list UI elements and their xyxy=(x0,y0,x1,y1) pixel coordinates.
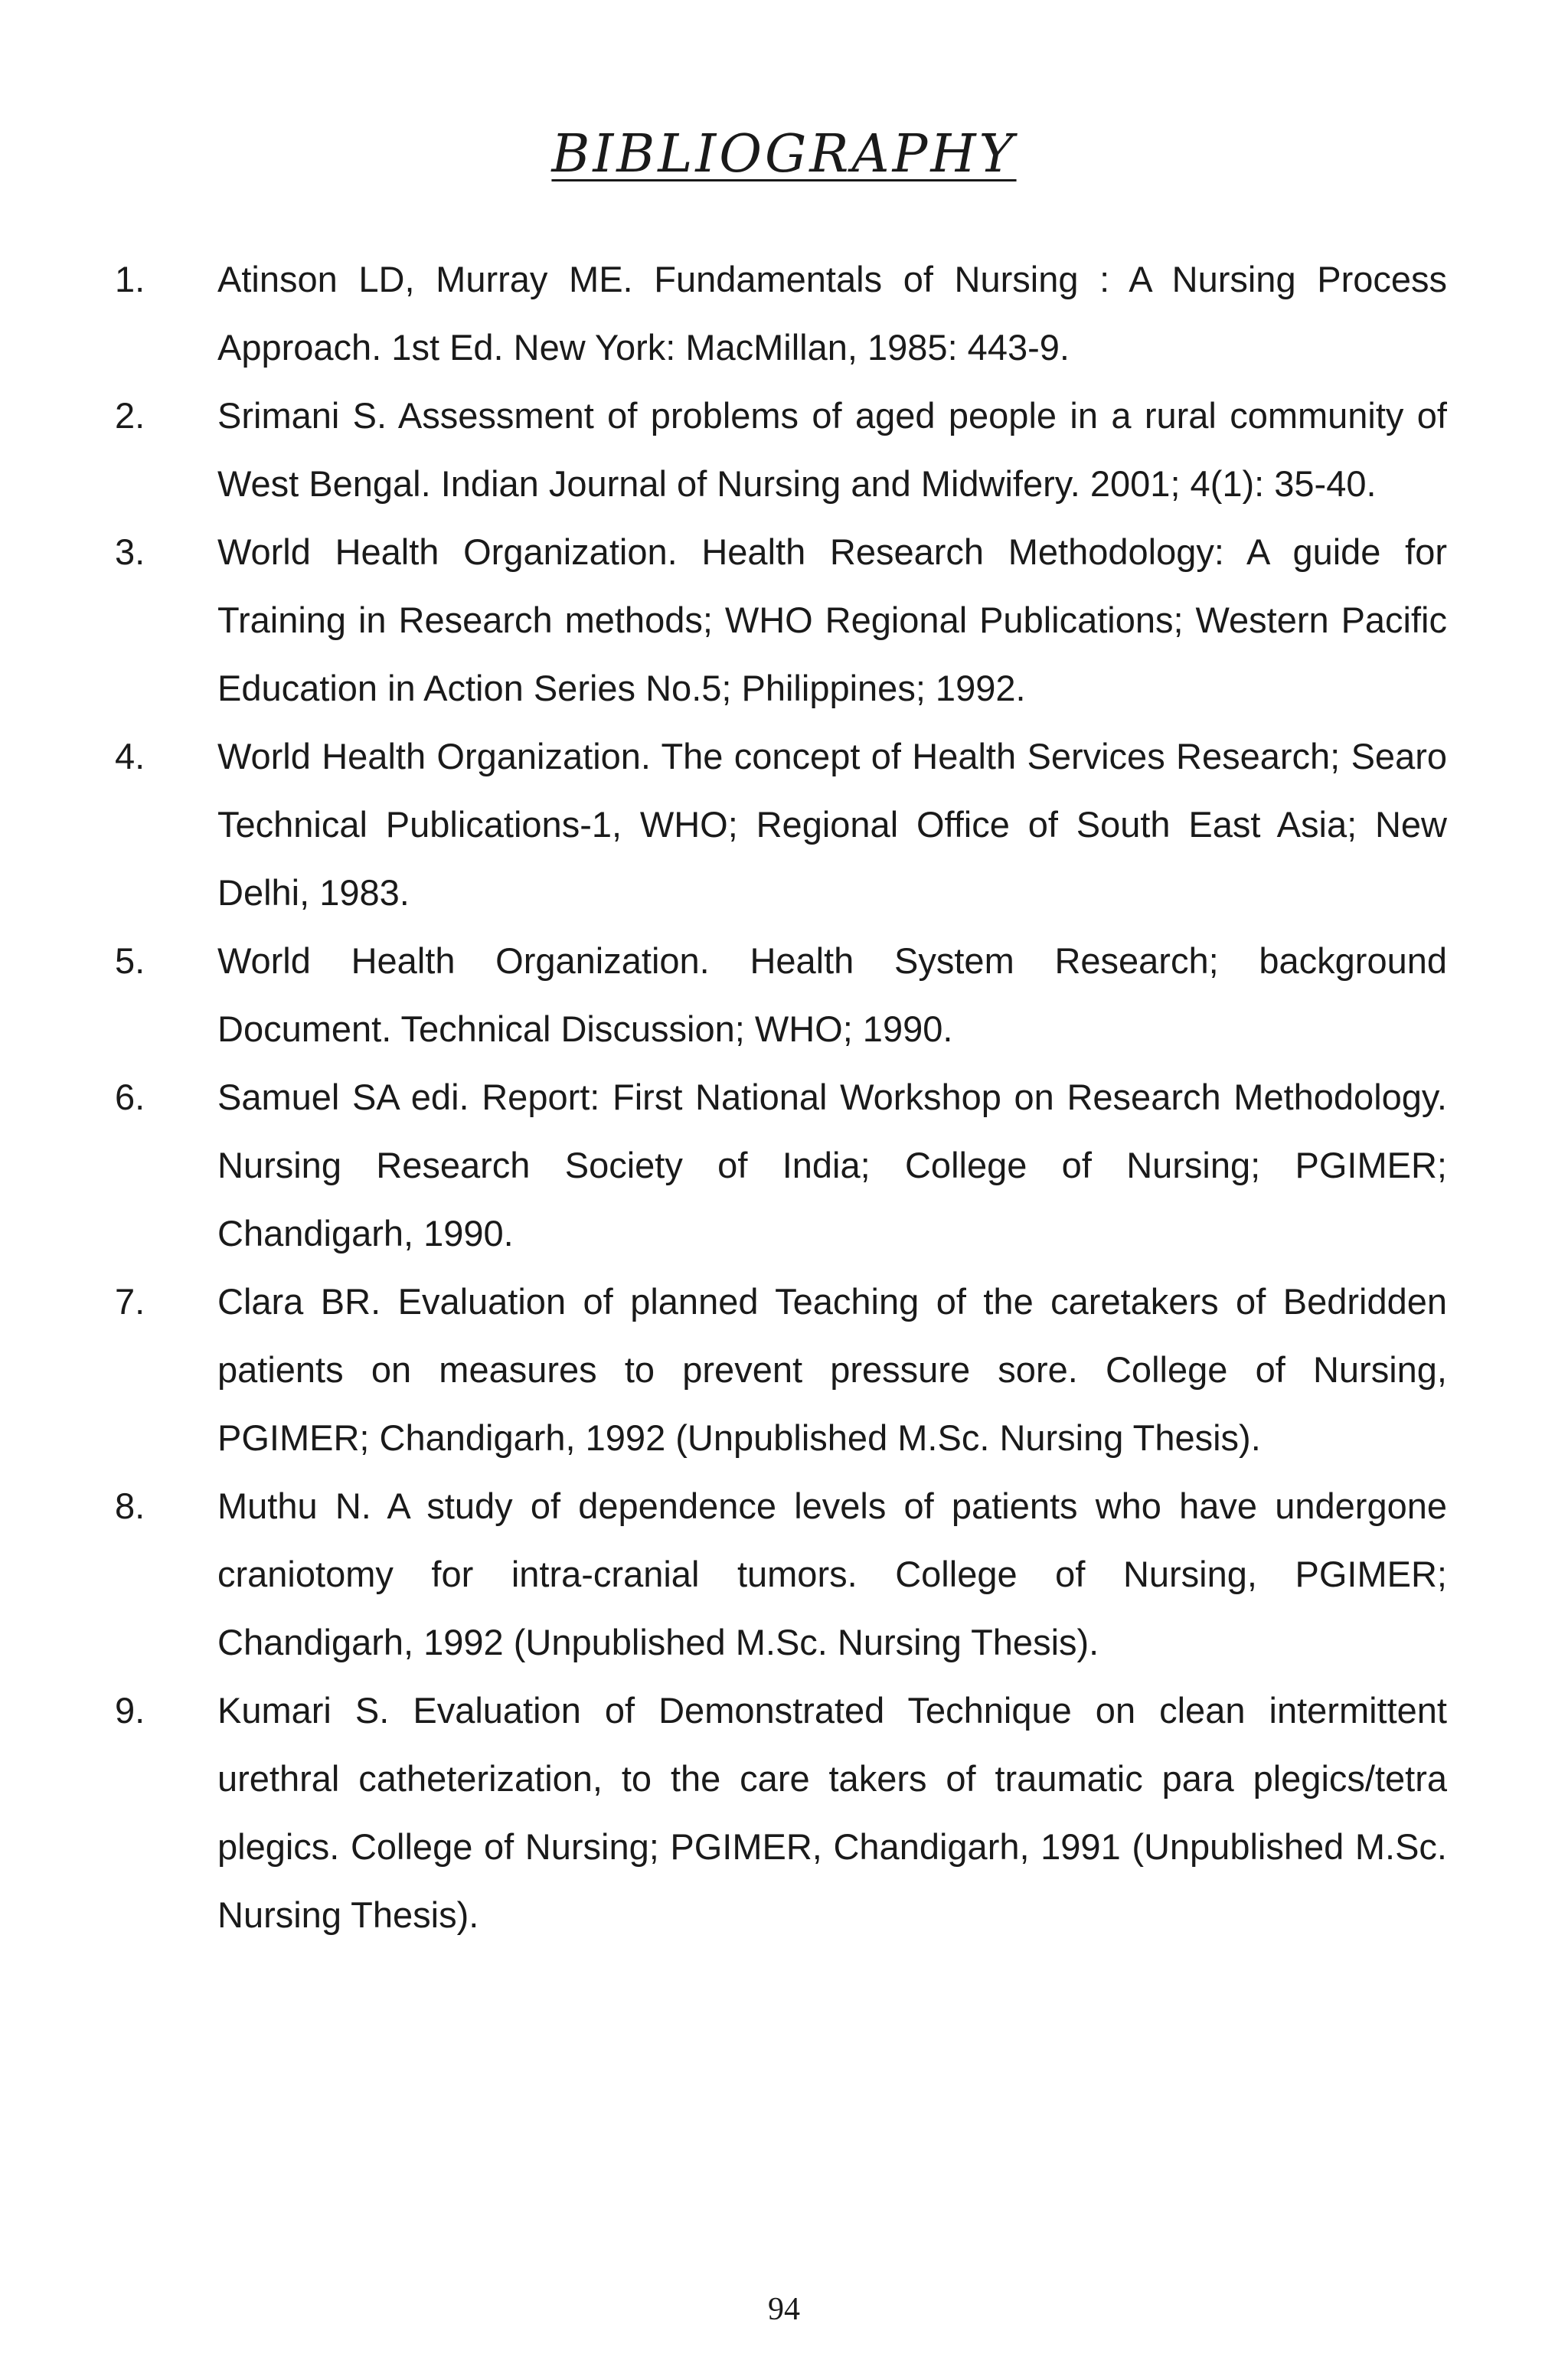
reference-text: World Health Organization. Health Research Methodology: A guide for Training in Research methods; WHO Regional Publications; Western Pacific Education in Action Series No.5; Philippines; 1992. xyxy=(217,531,1447,708)
reference-number: 2. xyxy=(115,395,145,436)
reference-item-5 xyxy=(115,927,1447,1063)
reference-number: 8. xyxy=(115,1486,145,1526)
page-title: BIBLIOGRAPHY xyxy=(551,124,1017,185)
reference-item-9 xyxy=(115,1676,1447,1949)
reference-item-6 xyxy=(115,1063,1447,1267)
reference-text: Samuel SA edi. Report: First National Workshop on Research Methodology. Nursing Research Society of India; College of Nursing; PGIMER; Chandigarh, 1990. xyxy=(217,1077,1447,1254)
page-number: 94 xyxy=(768,2292,800,2327)
reference-text: Srimani S. Assessment of problems of aged people in a rural community of West Bengal. Indian Journal of Nursing and Midwifery. 2001; 4(1): 35-40. xyxy=(217,395,1447,504)
reference-item-3 xyxy=(115,518,1447,722)
reference-item-8 xyxy=(115,1472,1447,1676)
reference-text: Clara BR. Evaluation of planned Teaching of the caretakers of Bedridden patients on measures to prevent pressure sore. College of Nursing, PGIMER; Chandigarh, 1992 (Unpublished M.Sc. Nursing Thesis). xyxy=(217,1281,1447,1458)
reference-item-2 xyxy=(115,381,1447,518)
reference-item-7 xyxy=(115,1267,1447,1472)
reference-text: Atinson LD, Murray ME. Fundamentals of Nursing : A Nursing Process Approach. 1st Ed. New York: MacMillan, 1985: 443-9. xyxy=(217,259,1447,368)
reference-item-4 xyxy=(115,722,1447,927)
reference-number: 5. xyxy=(115,940,145,981)
reference-text: Muthu N. A study of dependence levels of patients who have undergone craniotomy for intra-cranial tumors. College of Nursing, PGIMER; Chandigarh, 1992 (Unpublished M.Sc. Nursing Thesis). xyxy=(217,1486,1447,1662)
reference-number: 6. xyxy=(115,1077,145,1117)
reference-number: 4. xyxy=(115,736,145,776)
reference-number: 1. xyxy=(115,259,145,299)
reference-number: 7. xyxy=(115,1281,145,1322)
reference-item-1 xyxy=(115,245,1447,381)
reference-list xyxy=(115,245,1447,1949)
reference-text: Kumari S. Evaluation of Demonstrated Technique on clean intermittent urethral catheterization, to the care takers of traumatic para plegics/tetra plegics. College of Nursing; PGIMER, Chandigarh, 1991 (Unpublished M.Sc. Nursing Thesis). xyxy=(217,1690,1447,1935)
reference-text: World Health Organization. Health System Research; background Document. Technical Discussion; WHO; 1990. xyxy=(217,940,1447,1049)
reference-number: 3. xyxy=(115,531,145,572)
reference-number: 9. xyxy=(115,1690,145,1731)
reference-text: World Health Organization. The concept of Health Services Research; Searo Technical Publications-1, WHO; Regional Office of South East Asia; New Delhi, 1983. xyxy=(217,736,1447,913)
